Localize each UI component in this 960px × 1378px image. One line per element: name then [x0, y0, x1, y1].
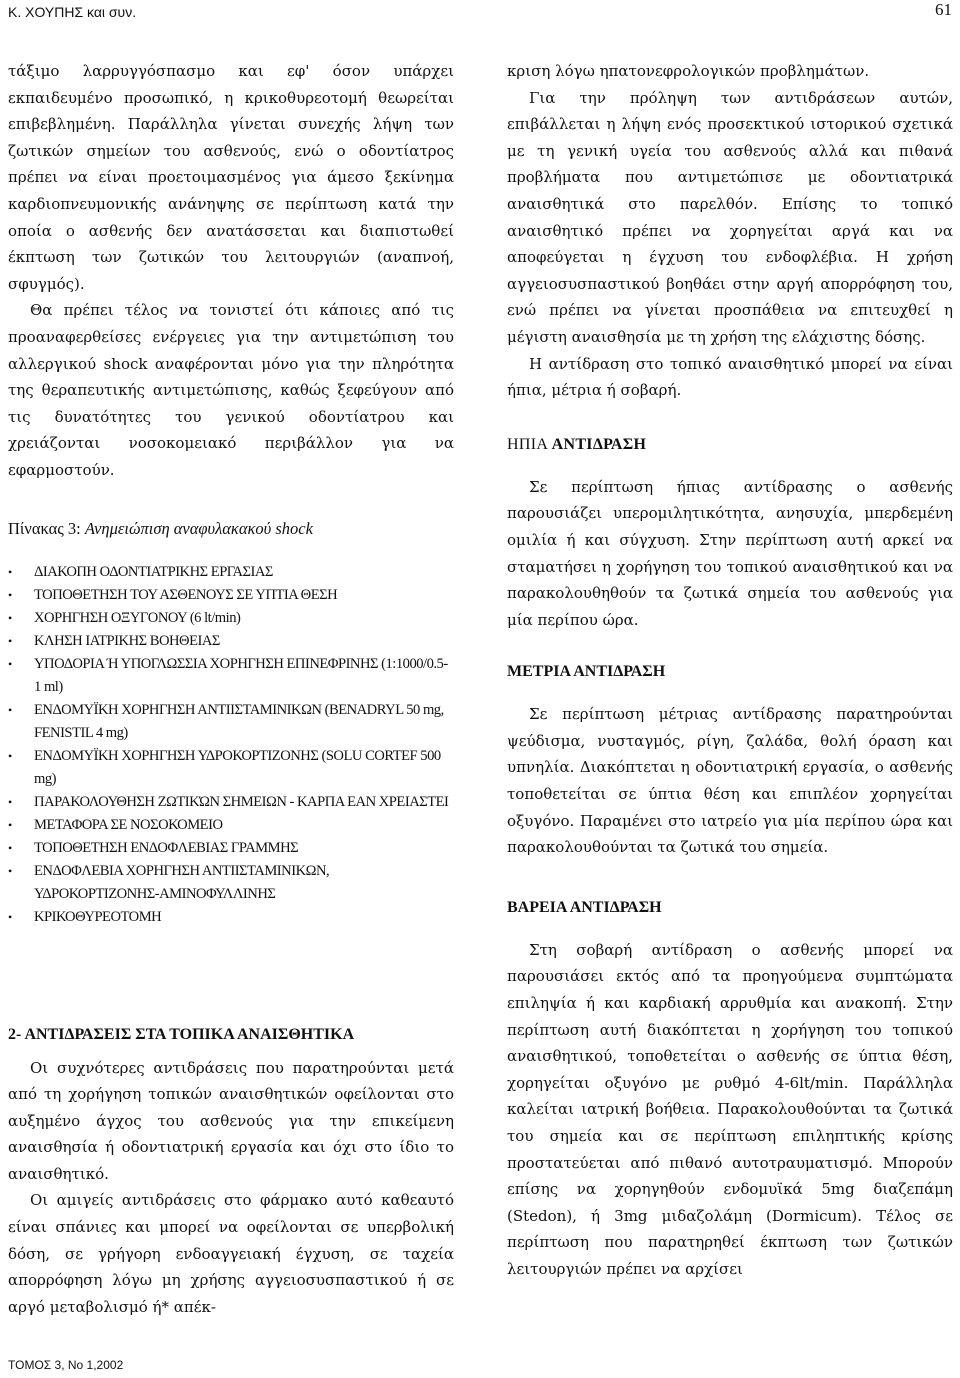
- heading-mild-suffix: ΑΝΤΙΔΡΑΣΗ: [551, 435, 647, 453]
- list-item: • ΤΟΠΟΘΕΤΗΣΗ ΕΝΔΟΦΛΕΒΙΑΣ ΓΡΑΜΜΗΣ: [8, 837, 454, 860]
- table-caption-title: Ανημειώπιση αναφυλακακού shock: [84, 518, 313, 538]
- body-paragraph: Σε περίπτωση ήπιας αντίδρασης ο ασθενής παρουσιάζει υπερομιλητικότητα, ανησυχία, μπερδεμένη ομιλία ή και σύγχυση. Στην περίπτωση αυτή αρκεί να σταματήσει η χορήγηση του τοπικού αναισθητικού και να παρακολουθηθούν τα ζωτικά σημεία του ασθενούς για μία περίπου ώρα.: [507, 477, 953, 629]
- left-column: [8, 58, 454, 1320]
- list-item: • ΕΝΔΟΜΥΪΚΗ ΧΟΡΗΓΗΣΗ ΥΔΡΟΚΟΡΤΙΖΟΝΗΣ (SOLU CORTEF 500 mg): [8, 745, 454, 791]
- body-paragraph: Οι αμιγείς αντιδράσεις στο φάρμακο αυτό καθεαυτό είναι σπάνιες και μπορεί να οφείλονται σε υπερβολική δόση, σε γρήγορη ενδοαγγειακή έγχυση, σε ταχεία απορρόφηση λόγω μη χρήσης αγγειοσυσπαστικού ή σε αργό μεταβολισμό ή* απέκ-: [8, 1191, 454, 1316]
- body-paragraph: κριση λόγω ηπατονεφρολογικών προβλημάτων.: [507, 62, 870, 80]
- list-item: • ΧΟΡΗΓΗΣΗ ΟΞΥΓΟΝΟΥ (6 lt/min): [8, 607, 454, 630]
- list-item: • ΚΛΗΣΗ ΙΑΤΡΙΚΗΣ ΒΟΗΘΕΙΑΣ: [8, 630, 454, 653]
- body-paragraph: τάξιμο λαρρυγγόσπασμο και εφ' όσον υπάρχει εκπαιδευμένο προσωπικό, η κρικοθυρεοτομή θεωρείται επιβεβλημένη. Παράλληλα γίνεται συνεχής λήψη των ζωτικών σημείων του ασθενούς, ενώ ο οδοντίατρος πρέπει να είναι προετοιμασμένος για άμεσο ξεκίνημα καρδιοπνευμονικής ανάνηψης σε περίπτωση κατά την οποία ο ασθενής δεν ανατάσσεται και διαπιστωθεί έκπτωση των ζωτικών του λειτουργιών (αναπνοή, σφυγμός).: [8, 62, 454, 293]
- heading-severe-reaction: ΒΑΡΕΙΑ ΑΝΤΙΔΡΑΣΗ: [507, 898, 662, 916]
- list-item: • ΜΕΤΑΦΟΡΑ ΣΕ ΝΟΣΟΚΟΜΕΙΟ: [8, 814, 454, 837]
- body-paragraph: Οι συχνότερες αντιδράσεις που παρατηρούνται μετά από τη χορήγηση τοπικών αναισθητικών οφείλονται στο αυξημένο άγχος του ασθενούς για την επικείμενη αναισθησία ή οδοντιατρική εργασία και όχι στο ίδιο το αναισθητικό.: [8, 1058, 454, 1183]
- body-paragraph: Σε περίπτωση μέτριας αντίδρασης παρατηρούνται ψεύδισμα, νυσταγμός, ρίγη, ζαλάδα, θολή όραση και υπνηλία. Διακόπτεται η οδοντιατρική εργασία, ο ασθενής τοποθετείται σε ύπτια θέση και επιπλέον χορηγείται οξυγόνο. Παραμένει στο ιατρείο για μία περίπου ώρα και παρακολουθούνται τα ζωτικά του σημεία.: [507, 705, 953, 857]
- heading-mild-reaction: [507, 436, 953, 454]
- list-item: • ΕΝΔΟΦΛΕΒΙΑ ΧΟΡΗΓΗΣΗ ΑΝΤΙΙΣΤΑΜΙΝΙΚΩΝ, ΥΔΡΟΚΟΡΤΙΖΟΝΗΣ-ΑΜΙΝΟΦΥΛΛΙΝΗΣ: [8, 860, 454, 906]
- heading-moderate-reaction: ΜΕΤΡΙΑ ΑΝΤΙΔΡΑΣΗ: [507, 663, 666, 681]
- heading-mild-prefix: ΗΠΙΑ: [507, 435, 552, 453]
- section-heading: 2- ΑΝΤΙΔΡΑΣΕΙΣ ΣΤΑ ΤΟΠΙΚΑ ΑΝΑΙΣΘΗΤΙΚΑ: [8, 1025, 355, 1043]
- page-number: 61: [935, 0, 952, 19]
- body-paragraph: Στη σοβαρή αντίδραση ο ασθενής μπορεί να παρουσιάσει εκτός από τα προηγούμενα συμπτώματα επιληψία ή και καρδιακή αρρυθμία και ανακοπή. Στην περίπτωση αυτή διακόπτεται η χορήγηση του τοπικού αναισθητικού, τοποθετείται ο ασθενής σε ύπτια θέση, χορηγείται οξυγόνο με ρυθμό 4-6lt/min. Παράλληλα καλείται ιατρική βοήθεια. Παρακολουθούνται τα ζωτικά του σημεία και σε περίπτωση επιληπτικής κρίσης προστατεύεται από πιθανό αυτοτραυματισμό. Μπορούν επίσης να χορηγηθούν ενδομυϊκά 5mg διαζεπάμη (Stedon), ή 3mg μιδαζολάμη (Dormicum). Τέλος σε περίπτωση που παρατηρηθεί έκπτωση των ζωτικών λειτουργιών πρέπει να αρχίσει: [507, 940, 953, 1278]
- body-paragraph: Η αντίδραση στο τοπικό αναισθητικό μπορεί να είναι ήπια, μέτρια ή σοβαρή.: [507, 354, 953, 400]
- treatment-steps-list: [8, 561, 454, 929]
- list-item: • ΤΟΠΟΘΕΤΗΣΗ ΤΟΥ ΑΣΘΕΝΟΥΣ ΣΕ ΥΠΤΙΑ ΘΕΣΗ: [8, 584, 454, 607]
- body-paragraph: Για την πρόληψη των αντιδράσεων αυτών, επιβάλλεται η λήψη ενός προσεκτικού ιστορικού σχετικά με τη γενική υγεία του ασθενούς αλλά και πιθανά προβλήματα που αντιμετώπισε με οδοντιατρικά αναισθητικά στο παρελθόν. Επίσης το τοπικό αναισθητικό πρέπει να χορηγείται αργά και να αποφεύγεται η έγχυση του ενδοφλέβια. Η χρήση αγγειοσυσπαστικού βοηθάει στην αργή απορρόφηση του, ενώ πρέπει να γίνεται προσπάθεια να επιτευχθεί η μέγιστη αναισθησία με τη χρήση της ελάχιστης δόσης.: [507, 88, 953, 346]
- list-item: • ΥΠΟΔΟΡΙΑ Ή ΥΠΟΓΛΩΣΣΙΑ ΧΟΡΗΓΗΣΗ ΕΠΙΝΕΦΡΙΝΗΣ (1:1000/0.5-1 ml): [8, 653, 454, 699]
- header-authors: Κ. ΧΟΥΠΗΣ και συν.: [8, 4, 137, 20]
- body-paragraph: Θα πρέπει τέλος να τονιστεί ότι κάποιες από τις προαναφερθείσες ενέργειες για την αντιμετώπιση του αλλεργικού shock αναφέρονται μόνο για την πληρότητα της θεραπευτικής αντιμετώπισης, καθώς ξεφεύγουν από τις δυνατότητες του γενικού οδοντίατρου και χρειάζονται νοσοκομειακό περιβάλλον για να εφαρμοστούν.: [8, 301, 454, 479]
- footer-issue: ΤΟΜΟΣ 3, Νο 1,2002: [8, 1358, 124, 1372]
- running-header: [8, 0, 952, 24]
- table-caption: [8, 519, 454, 539]
- list-item: • ΠΑΡΑΚΟΛΟΥΘΗΣΗ ΖΩΤΙΚΏΝ ΣΗΜΕΙΩΝ - ΚΑΡΠΑ ΕΑΝ ΧΡΕΙΑΣΤΕΙ: [8, 791, 454, 814]
- list-item: • ΔΙΑΚΟΠΗ ΟΔΟΝΤΙΑΤΡΙΚΗΣ ΕΡΓΑΣΙΑΣ: [8, 561, 454, 584]
- table-caption-label: Πίνακας 3:: [8, 518, 85, 538]
- list-item: • ΚΡΙΚΟΘΥΡΕΟΤΟΜΗ: [8, 906, 454, 929]
- right-column: [507, 58, 953, 1283]
- list-item: • ΕΝΔΟΜΥΪΚΗ ΧΟΡΗΓΗΣΗ ΑΝΤΙΙΣΤΑΜΙΝΙΚΩΝ (BENADRYL 50 mg, FENISTIL 4 mg): [8, 699, 454, 745]
